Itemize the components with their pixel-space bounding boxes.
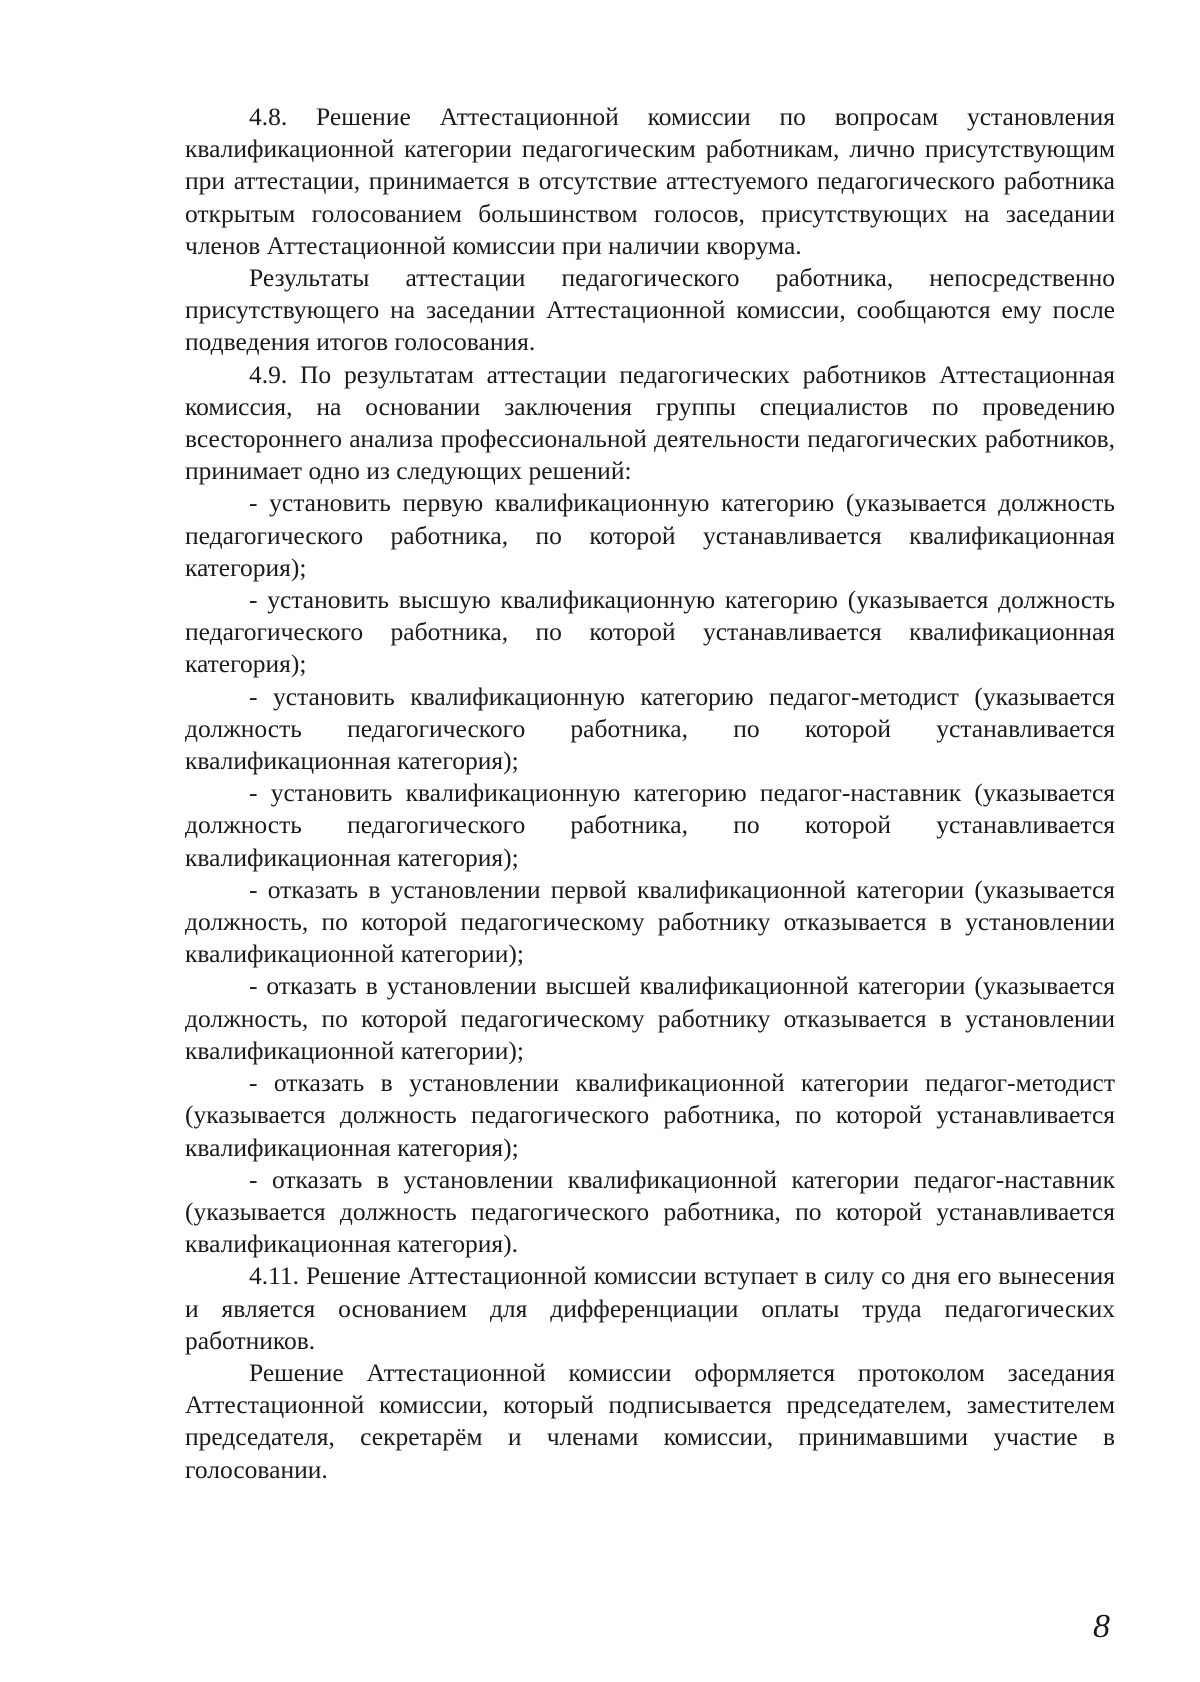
page-number: 8 — [1093, 1608, 1110, 1645]
list-item: - отказать в установлении высшей квалификационной категории (указывается должность, по которой педагогическому работнику отказывается в установлении квалификационной категории); — [185, 971, 1115, 1065]
document-body — [185, 101, 1115, 1486]
list-item: - установить квалификационную категорию педагог-наставник (указывается должность педагогического работника, по которой устанавливается квалификационная категория); — [185, 778, 1115, 872]
paragraph-4-8: 4.8. Решение Аттестационной комиссии по вопросам установления квалификационной категории педагогическим работникам, лично присутствующим при аттестации, принимается в отсутствие аттестуемого педагогического работника открытым голосованием большинством голосов, присутствующих на заседании членов Аттестационной комиссии при наличии кворума. — [185, 102, 1115, 260]
list-item: - установить квалификационную категорию педагог-методист (указывается должность педагогического работника, по которой устанавливается квалификационная категория); — [185, 681, 1115, 776]
paragraph-4-11: 4.11. Решение Аттестационной комиссии вступает в силу со дня его вынесения и является основанием для дифференциации оплаты труда педагогических работников. — [185, 1261, 1115, 1355]
list-item: - установить первую квалификационную категорию (указывается должность педагогического работника, по которой устанавливается квалификационная категория); — [185, 488, 1115, 582]
paragraph-protocol: Решение Аттестационной комиссии оформляется протоколом заседания Аттестационной комиссии, который подписывается председателем, заместителем председателя, секретарём и членами комиссии, принимавшими участие в голосовании. — [185, 1357, 1115, 1484]
list-item: - отказать в установлении квалификационной категории педагог-наставник (указывается должность педагогического работника, по которой устанавливается квалификационная категория). — [185, 1164, 1115, 1259]
paragraph-results: Результаты аттестации педагогического работника, непосредственно присутствующего на заседании Аттестационной комиссии, сообщаются ему после подведения итогов голосования. — [185, 263, 1115, 357]
list-item: - отказать в установлении первой квалификационной категории (указывается должность, по которой педагогическому работнику отказывается в установлении квалификационной категории); — [185, 874, 1115, 969]
list-item: - установить высшую квалификационную категорию (указывается должность педагогического работника, по которой устанавливается квалификационная категория); — [185, 585, 1115, 679]
paragraph-4-9: 4.9. По результатам аттестации педагогических работников Аттестационная комиссия, на основании заключения группы специалистов по проведению всестороннего анализа профессиональной деятельности педагогических работников, принимает одно из следующих решений: — [185, 359, 1115, 486]
list-item: - отказать в установлении квалификационной категории педагог-методист (указывается должность педагогического работника, по которой устанавливается квалификационная категория); — [185, 1068, 1115, 1162]
